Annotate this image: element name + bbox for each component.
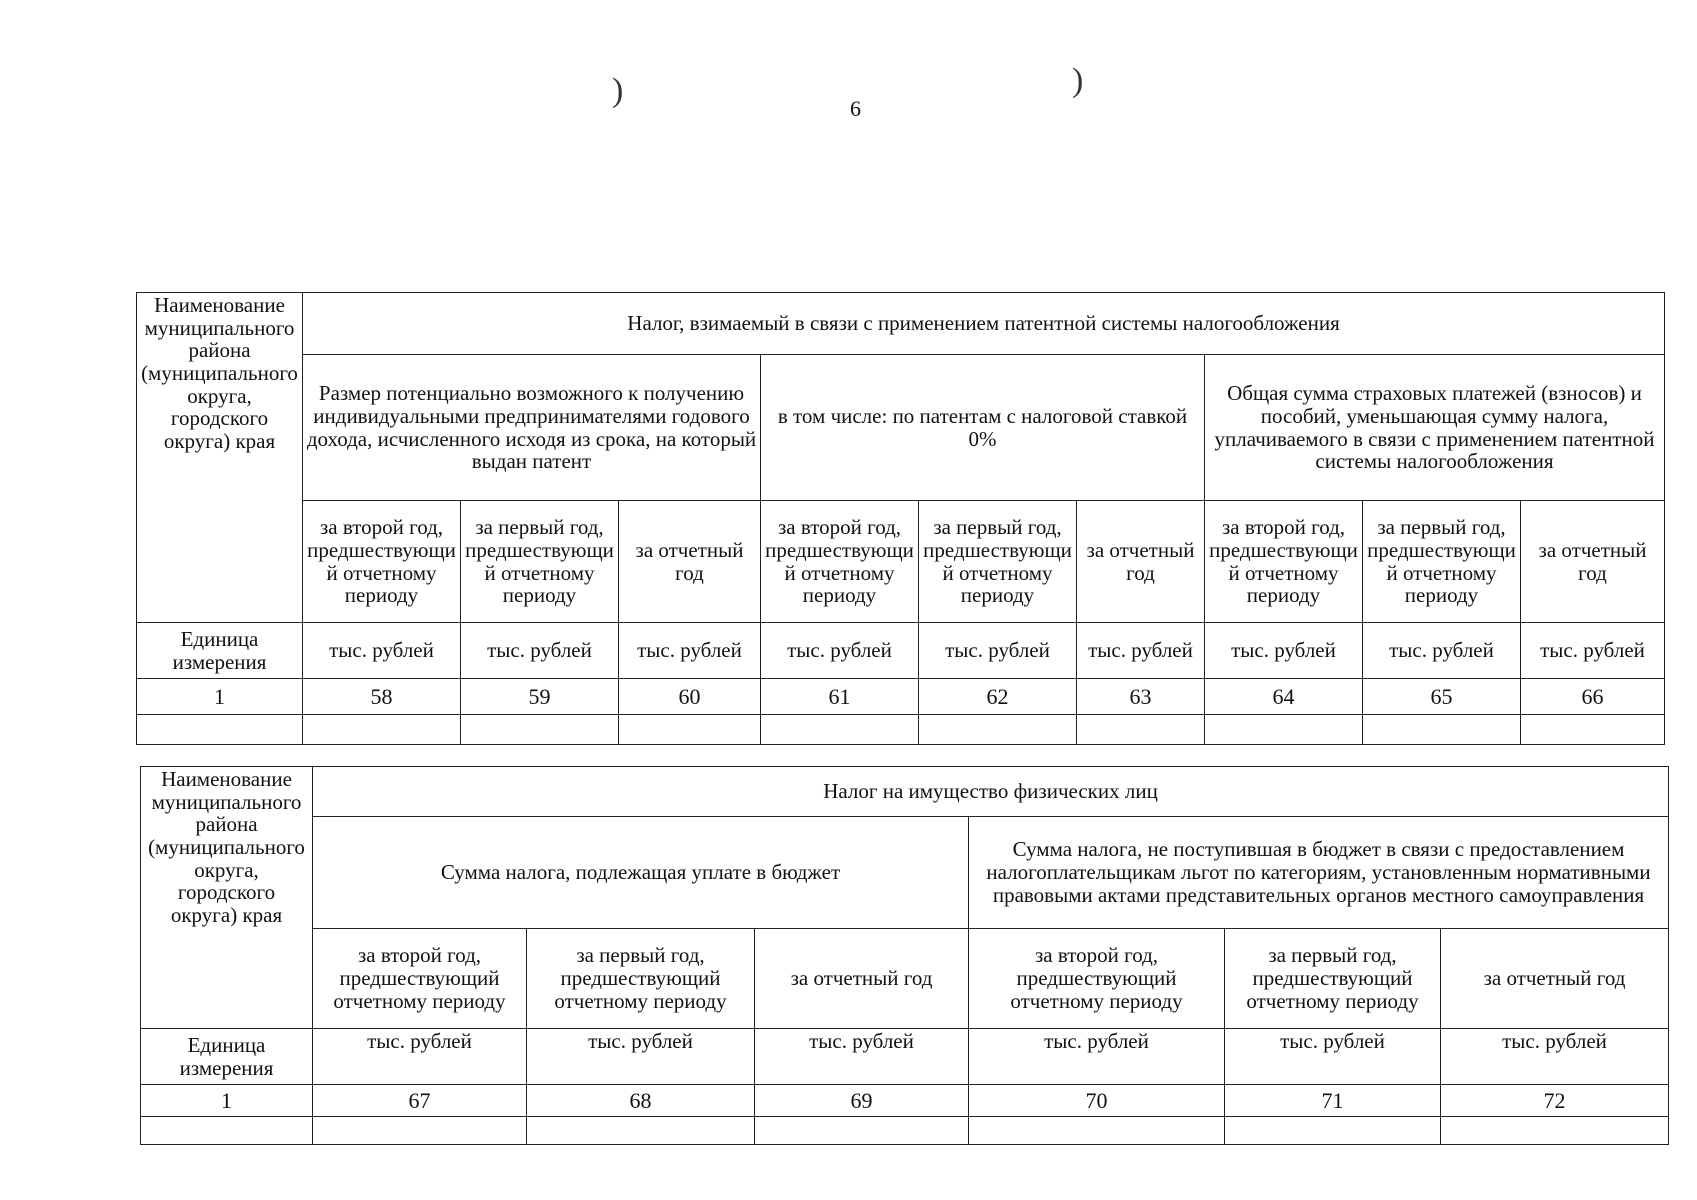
- empty-cell: [527, 1117, 755, 1145]
- empty-cell: [1521, 715, 1665, 745]
- empty-cell: [1205, 715, 1363, 745]
- unit-cell: тыс. рублей: [1225, 1029, 1441, 1085]
- column-number: 70: [969, 1085, 1225, 1117]
- row-number: 1: [141, 1085, 313, 1117]
- period-header: за отчетный год: [755, 929, 969, 1029]
- empty-cell: [303, 715, 461, 745]
- period-header: за второй год, предшествующий отчетному периоду: [313, 929, 527, 1029]
- group-title: Налог, взимаемый в связи с применением патентной системы налогообложения: [303, 293, 1665, 355]
- column-number: 64: [1205, 679, 1363, 715]
- subgroup-header: в том числе: по патентам с налоговой ставкой 0%: [761, 355, 1205, 501]
- unit-cell: тыс. рублей: [1363, 623, 1521, 679]
- unit-cell: тыс. рублей: [313, 1029, 527, 1085]
- municipality-header: Наименование муниципального района (муниципального округа, городского округа) края: [141, 767, 313, 1029]
- scan-mark: ): [1072, 62, 1084, 99]
- column-number: 59: [461, 679, 619, 715]
- page-number: 6: [850, 96, 861, 121]
- period-header: за отчетный год: [1077, 501, 1205, 623]
- column-number: 61: [761, 679, 919, 715]
- period-header: за отчетный год: [619, 501, 761, 623]
- unit-cell: тыс. рублей: [303, 623, 461, 679]
- empty-cell: [1441, 1117, 1669, 1145]
- column-number: 69: [755, 1085, 969, 1117]
- row-number: 1: [137, 679, 303, 715]
- column-number: 66: [1521, 679, 1665, 715]
- unit-cell: тыс. рублей: [1077, 623, 1205, 679]
- period-header: за второй год, предшествующий отчетному периоду: [761, 501, 919, 623]
- column-number: 72: [1441, 1085, 1669, 1117]
- empty-cell: [137, 715, 303, 745]
- empty-cell: [1077, 715, 1205, 745]
- period-header: за отчетный год: [1521, 501, 1665, 623]
- unit-cell: тыс. рублей: [1521, 623, 1665, 679]
- empty-cell: [461, 715, 619, 745]
- subgroup-header: Размер потенциально возможного к получению индивидуальными предпринимателями годового дохода, исчисленного исходя из срока, на который выдан патент: [303, 355, 761, 501]
- subgroup-header: Сумма налога, подлежащая уплате в бюджет: [313, 817, 969, 929]
- unit-label: Единица измерения: [137, 623, 303, 679]
- column-number: 60: [619, 679, 761, 715]
- empty-cell: [141, 1117, 313, 1145]
- empty-cell: [1363, 715, 1521, 745]
- unit-cell: тыс. рублей: [969, 1029, 1225, 1085]
- column-number: 65: [1363, 679, 1521, 715]
- scan-mark: ): [612, 72, 624, 109]
- unit-cell: тыс. рублей: [527, 1029, 755, 1085]
- unit-cell: тыс. рублей: [755, 1029, 969, 1085]
- period-header: за первый год, предшествующий отчетному периоду: [461, 501, 619, 623]
- empty-cell: [619, 715, 761, 745]
- column-number: 71: [1225, 1085, 1441, 1117]
- empty-cell: [969, 1117, 1225, 1145]
- empty-cell: [1225, 1117, 1441, 1145]
- empty-cell: [919, 715, 1077, 745]
- unit-label: Единица измерения: [141, 1029, 313, 1085]
- group-title: Налог на имущество физических лиц: [313, 767, 1669, 817]
- subgroup-header: Сумма налога, не поступившая в бюджет в связи с предоставлением налогоплательщикам льгот по категориям, установленным нормативными правовыми актами представительных органов местного самоуправления: [969, 817, 1669, 929]
- column-number: 62: [919, 679, 1077, 715]
- column-number: 67: [313, 1085, 527, 1117]
- period-header: за второй год, предшествующий отчетному периоду: [303, 501, 461, 623]
- municipality-header: Наименование муниципального района (муниципального округа, городского округа) края: [137, 293, 303, 623]
- period-header: за отчетный год: [1441, 929, 1669, 1029]
- patent-tax-table: [136, 292, 1665, 745]
- empty-cell: [755, 1117, 969, 1145]
- empty-cell: [761, 715, 919, 745]
- column-number: 68: [527, 1085, 755, 1117]
- period-header: за первый год, предшествующий отчетному периоду: [1225, 929, 1441, 1029]
- unit-cell: тыс. рублей: [1441, 1029, 1669, 1085]
- empty-cell: [313, 1117, 527, 1145]
- unit-cell: тыс. рублей: [1205, 623, 1363, 679]
- column-number: 58: [303, 679, 461, 715]
- unit-cell: тыс. рублей: [619, 623, 761, 679]
- unit-cell: тыс. рублей: [919, 623, 1077, 679]
- property-tax-table: [140, 766, 1669, 1145]
- period-header: за первый год, предшествующий отчетному периоду: [1363, 501, 1521, 623]
- period-header: за первый год, предшествующий отчетному периоду: [919, 501, 1077, 623]
- period-header: за первый год, предшествующий отчетному периоду: [527, 929, 755, 1029]
- unit-cell: тыс. рублей: [461, 623, 619, 679]
- period-header: за второй год, предшествующий отчетному периоду: [1205, 501, 1363, 623]
- column-number: 63: [1077, 679, 1205, 715]
- unit-cell: тыс. рублей: [761, 623, 919, 679]
- subgroup-header: Общая сумма страховых платежей (взносов) и пособий, уменьшающая сумму налога, уплачиваемого в связи с применением патентной системы налогообложения: [1205, 355, 1665, 501]
- period-header: за второй год, предшествующий отчетному периоду: [969, 929, 1225, 1029]
